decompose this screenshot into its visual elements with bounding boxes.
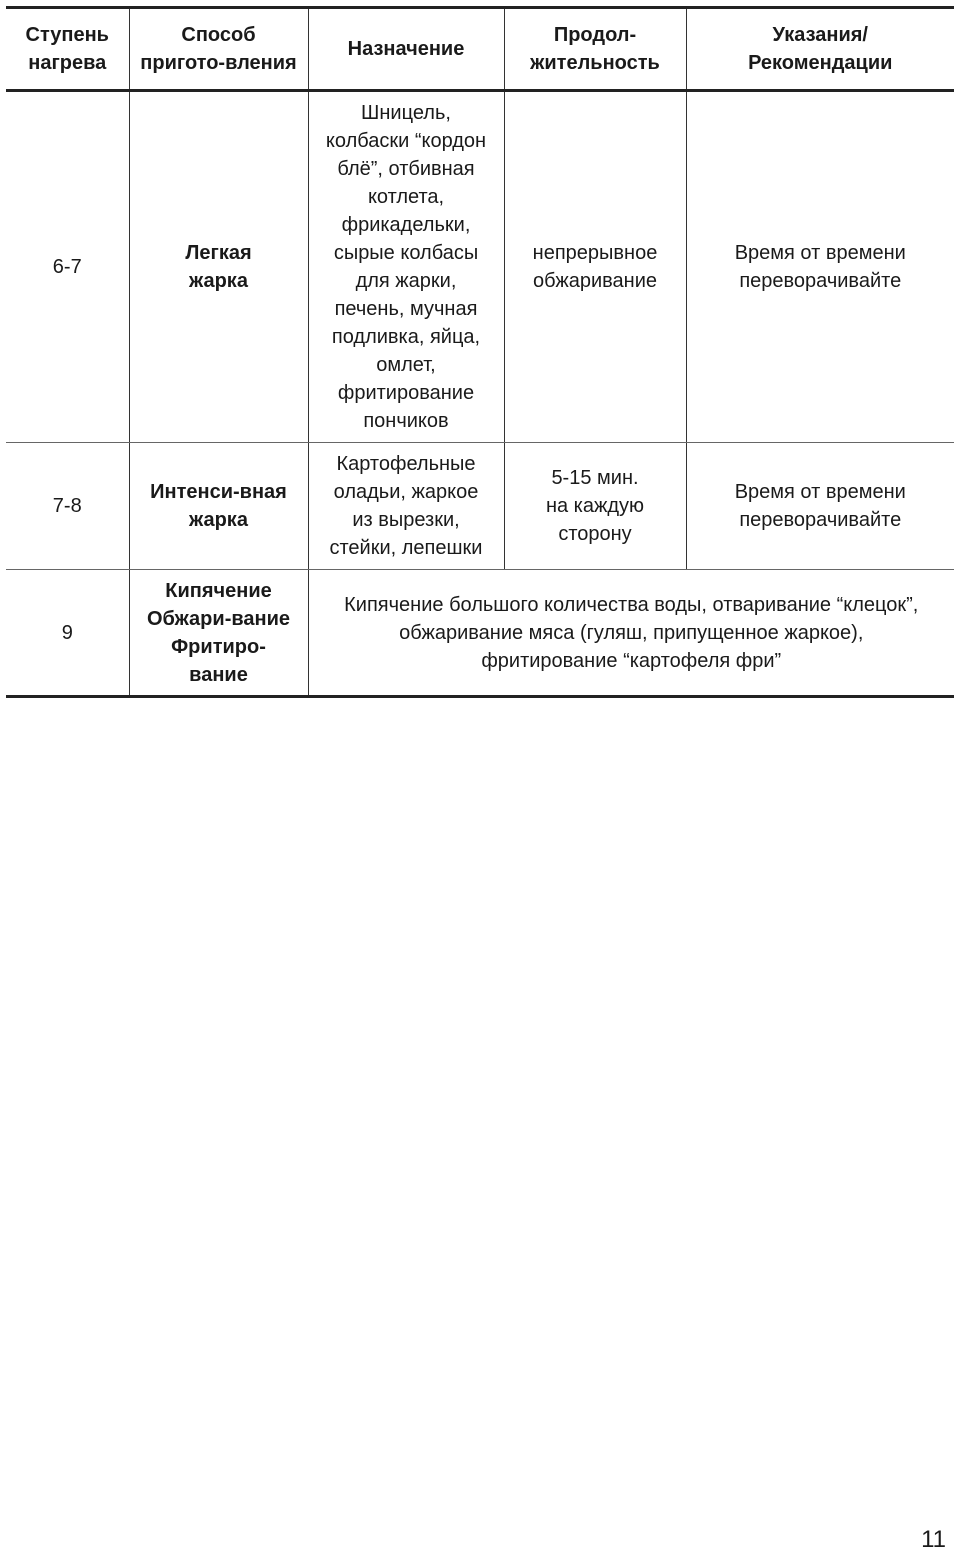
cell-advice: Время от времени переворачивайте: [686, 443, 954, 570]
table-row: [6, 570, 954, 697]
cooking-table: [6, 6, 954, 698]
header-duration: Продол- жительность: [504, 8, 686, 91]
table-row: [6, 443, 954, 570]
cell-heat-level: 9: [61, 621, 73, 644]
cell-heat-level: 7-8: [6, 443, 129, 570]
cell-advice: Время от времени переворачивайте: [686, 91, 954, 443]
cell-merged-purpose: Кипячение большого количества воды, отваривание “клецок”, обжаривание мяса (гуляш, припущенное жаркое), фритирование “картофеля фри”: [308, 570, 954, 697]
header-cooking-method: Способ пригото-вления: [129, 8, 308, 91]
cell-cooking-method: Кипячение Обжари-вание Фритиро- вание: [129, 570, 308, 697]
header-purpose: Назначение: [308, 8, 504, 91]
header-heat-level: Ступень нагрева: [6, 8, 129, 91]
table-row: [6, 91, 954, 443]
cell-heat-level: 6-7: [6, 91, 129, 443]
cell-purpose: Шницель, колбаски “кордон блё”, отбивная котлета, фрикадельки, сырые колбасы для жарки, печень, мучная подливка, яйца, омлет, фритирование пончиков: [308, 91, 504, 443]
header-advice: Указания/ Рекомендации: [686, 8, 954, 91]
cell-duration: 5-15 мин. на каждую сторону: [504, 443, 686, 570]
table-header-row: [6, 8, 954, 91]
cell-cooking-method: Интенси-вная жарка: [129, 443, 308, 570]
page-number: 11: [921, 1526, 946, 1553]
cell-duration: непрерывное обжаривание: [504, 91, 686, 443]
cell-cooking-method: Легкая жарка: [129, 91, 308, 443]
cell-purpose: Картофельные оладьи, жаркое из вырезки, стейки, лепешки: [308, 443, 504, 570]
